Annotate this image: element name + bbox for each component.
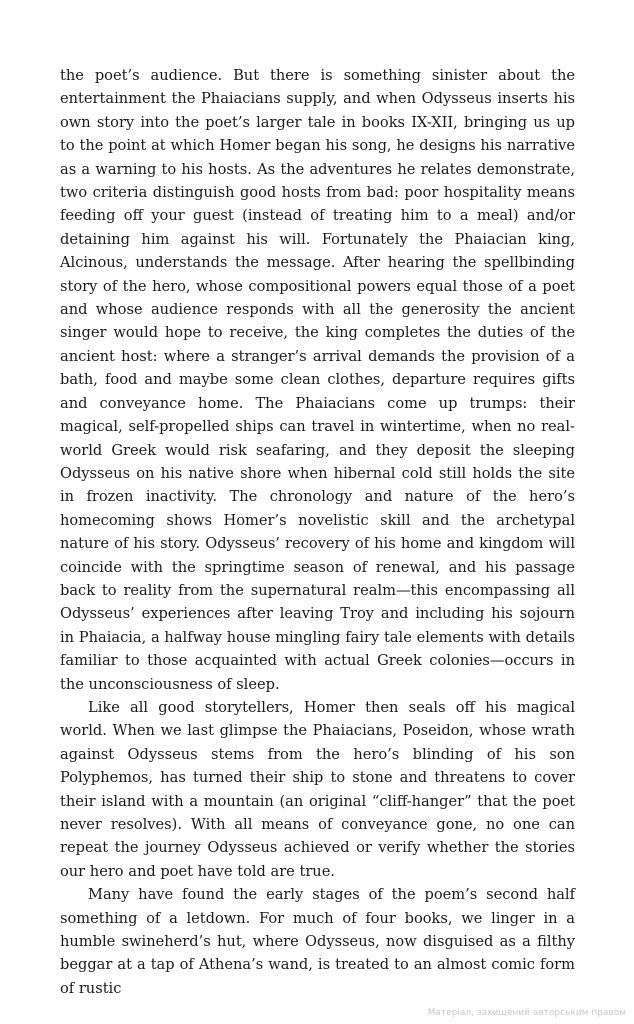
page-body bbox=[60, 64, 575, 1000]
paragraph-second-half: Many have found the early stages of the poem’s second half something of a letdown. For much of four books, we linger in a humble swineherd’s hut, where Odysseus, now disguised as a filthy beggar at a tap of Athena’s wand, is treated to an almost comic form of rustic bbox=[60, 886, 575, 997]
paragraph-hospitality: the poet’s audience. But there is something sinister about the entertainment the Phaiacians supply, and when Odysseus inserts his own story into the poet’s larger tale in books IX-XII, bringing us up to the point at which Homer began his song, he designs his narrative as a warning to his hosts. As the adventures he relates demonstrate, two criteria distinguish good hosts from bad: poor hospitality means feeding off your guest (instead of treating him to a meal) and/or detaining him against his will. Fortunately the Phaiacian king, Alcinous, understands the message. After hearing the spellbinding story of the hero, whose compositional powers equal those of a poet and whose audience responds with all the generosity the ancient singer would hope to receive, the king completes the duties of the ancient host: where a stranger’s arrival demands the provision of a bath, food and maybe some clean clothes, departure requires gifts and conveyance home. The Phaiacians come up trumps: their magical, self-propelled ships can travel in wintertime, when no real-world Greek would risk seafaring, and they deposit the sleeping Odysseus on his native shore when hibernal cold still holds the site in frozen inactivity. The chronology and nature of the hero’s homecoming shows Homer’s novelistic skill and the archetypal nature of his story. Odysseus’ recovery of his home and kingdom will coincide with the springtime season of renewal, and his passage back to reality from the supernatural realm—this encompassing all Odysseus’ experiences after leaving Troy and including his sojourn in Phaiacia, a halfway house mingling fairy tale elements with details familiar to those acquainted with actual Greek colonies—occurs in the unconsciousness of sleep. bbox=[60, 67, 575, 693]
copyright-watermark: Матеріал, захищений авторським правом bbox=[427, 1008, 626, 1018]
paragraph-magical-world: Like all good storytellers, Homer then seals off his magical world. When we last glimpse the Phaiacians, Poseidon, whose wrath against Odysseus stems from the hero’s blinding of his son Polyphemos, has turned their ship to stone and threatens to cover their island with a mountain (an original “cliff-hanger” that the poet never resolves). With all means of conveyance gone, no one can repeat the journey Odysseus achieved or verify whether the stories our hero and poet have told are true. bbox=[60, 698, 575, 880]
